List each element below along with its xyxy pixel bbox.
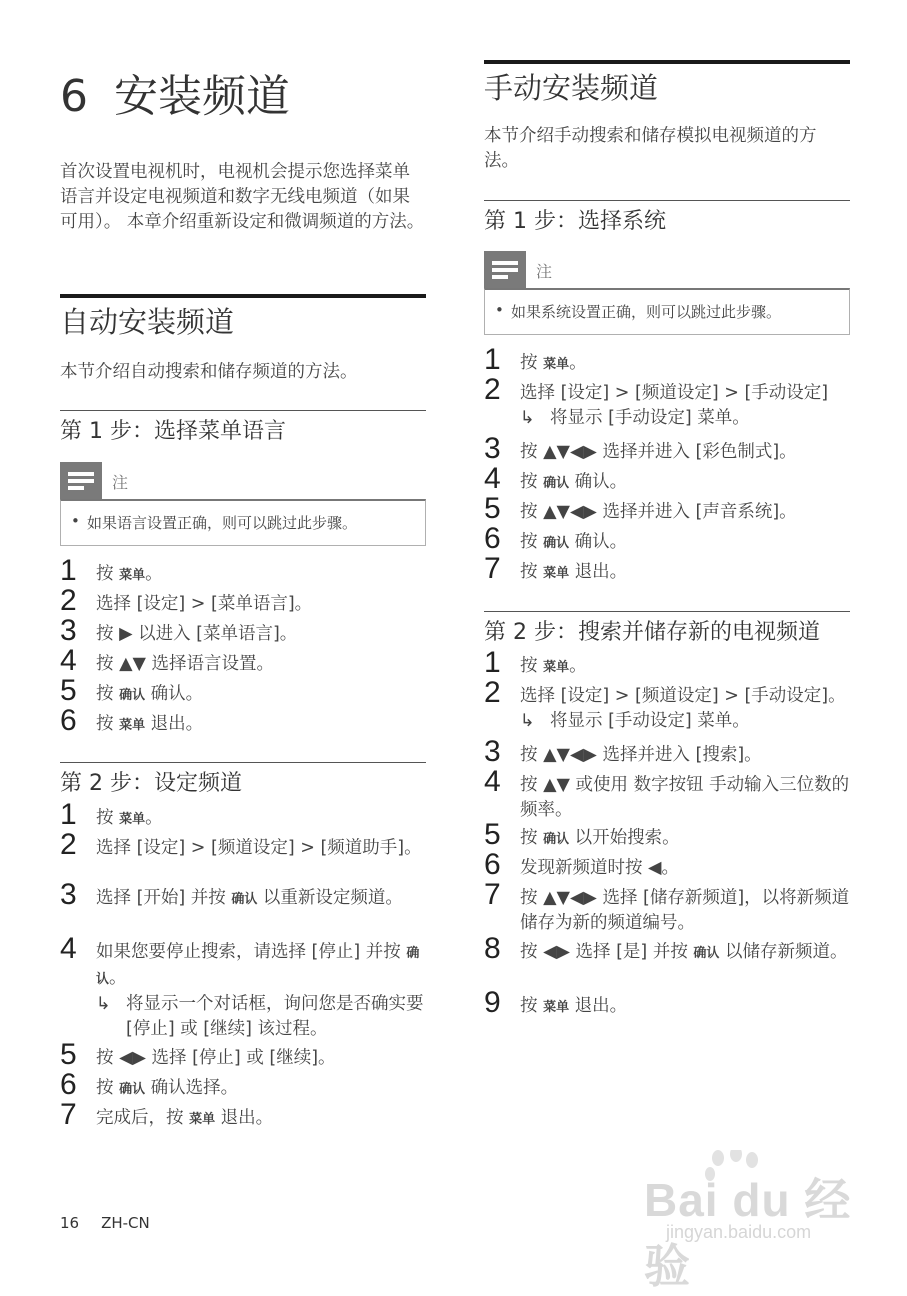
key-label: 菜单: [543, 1000, 570, 1015]
step-text: [96, 1076, 426, 1102]
step-result: [96, 992, 126, 1017]
key-label: 确认: [119, 688, 146, 703]
page-number: 16: [60, 1214, 80, 1232]
chapter-intro: 首次设置电视机时，电视机会提示您选择菜单语言并设定电视频道和数字无线电频道（如果可用）。 本章介绍重新设定和微调频道的方法。: [60, 162, 425, 232]
step-text-part: 。: [145, 808, 163, 828]
step-number: 3: [484, 432, 501, 465]
step-text-part: 按: [96, 714, 120, 734]
key-label: 确认: [543, 476, 570, 491]
step-number: 4: [60, 932, 77, 965]
step-text-part: 发现新频道时按 ◀。: [520, 858, 680, 878]
section-divider: [484, 60, 850, 64]
key-label: 确认: [96, 946, 420, 987]
note-label: 注: [536, 262, 553, 281]
manual-section-desc: 本节介绍手动搜索和储存模拟电视频道的方法。: [484, 126, 817, 171]
step-text-part: 按: [520, 353, 544, 373]
step-text-part: 按 ▲▼◀▶ 选择并进入 [彩色制式]。: [520, 442, 797, 462]
step-result-text: 将显示一个对话框，询问您是否确实要 [停止] 或 [继续] 该过程。: [126, 994, 424, 1039]
step-text: [520, 684, 850, 709]
note-box: [60, 499, 426, 546]
step-text: [96, 682, 426, 708]
watermark-url: jingyan.baidu.com: [666, 1222, 812, 1242]
watermark-logo: [640, 1150, 855, 1292]
step-text-part: 按 ▲▼ 或使用 数字按钮 手动输入三位数的频率。: [520, 775, 850, 820]
step-number: 1: [60, 554, 77, 587]
auto-section-title: 自动安装频道: [60, 305, 235, 339]
step-number: 1: [60, 798, 77, 831]
step-text-part: 以重新设定频道。: [257, 888, 403, 908]
step-number: 9: [484, 986, 501, 1019]
step-text-part: 确认。: [145, 684, 204, 704]
step-number: 6: [484, 848, 501, 881]
step-number: 4: [484, 765, 501, 798]
step-number: 2: [60, 828, 77, 861]
step-number: 2: [484, 676, 501, 709]
note-text: 如果语言设置正确，则可以跳过此步骤。: [87, 514, 358, 532]
key-label: 确认: [231, 892, 258, 907]
step-text-part: 按 ◀▶ 选择 [停止] 或 [继续]。: [96, 1048, 336, 1068]
bullet-icon: •: [495, 301, 504, 319]
step-text: [520, 500, 850, 525]
step-text-part: 按 ◀▶ 选择 [是] 并按: [520, 942, 694, 962]
step-text-part: 按 ▲▼◀▶ 选择 [储存新频道]，以将新频道储存为新的频道编号。: [520, 888, 850, 933]
language-code: ZH-CN: [101, 1214, 150, 1232]
step-number: 5: [60, 1038, 77, 1071]
note-label: 注: [112, 473, 129, 492]
step-text: [520, 940, 850, 966]
step-text: [520, 773, 850, 823]
chapter-title-text: 安装频道: [114, 71, 290, 122]
step-text-part: 选择 [设定] > [菜单语言]。: [96, 594, 313, 614]
step-text-part: 完成后，按: [96, 1108, 190, 1128]
step-text-part: 按: [520, 656, 544, 676]
step-number: 5: [60, 674, 77, 707]
key-label: 菜单: [189, 1112, 216, 1127]
step-number: 6: [60, 704, 77, 737]
step-number: 4: [60, 644, 77, 677]
manual-section-title: 手动安装频道: [484, 71, 659, 105]
step-text-part: 确认。: [569, 472, 628, 492]
key-label: 确认: [543, 832, 570, 847]
step-text-part: 选择 [开始] 并按: [96, 888, 232, 908]
step-text: [96, 1046, 426, 1071]
step-number: 7: [60, 1098, 77, 1131]
step-text-part: 确认选择。: [145, 1078, 239, 1098]
page-footer: [60, 1214, 172, 1232]
key-label: 确认: [693, 946, 720, 961]
result-arrow-icon: ↳: [520, 408, 535, 428]
step-text-part: 按: [520, 532, 544, 552]
step-number: 8: [484, 932, 501, 965]
chapter-title: [60, 60, 290, 124]
step-result-text: 将显示 [手动设定] 菜单。: [550, 711, 750, 731]
step-text: [520, 743, 850, 768]
auto-step1-title: 第 1 步：选择菜单语言: [60, 419, 286, 444]
step-text-part: 选择 [设定] > [频道设定] > [手动设定]: [520, 383, 829, 403]
step-divider: [484, 200, 850, 201]
step-text: [520, 351, 850, 377]
step-number: 1: [484, 646, 501, 679]
section-divider: [60, 294, 426, 298]
step-text: [520, 470, 850, 496]
note-text: 如果系统设置正确，则可以跳过此步骤。: [511, 303, 782, 321]
step-result: [520, 406, 550, 431]
step-number: 3: [60, 878, 77, 911]
step-text: [96, 806, 426, 832]
step-number: 5: [484, 492, 501, 525]
step-number: 5: [484, 818, 501, 851]
auto-step2-title: 第 2 步：设定频道: [60, 771, 242, 796]
step-divider: [484, 611, 850, 612]
key-label: 菜单: [543, 660, 570, 675]
step-text-part: 按 ▲▼◀▶ 选择并进入 [声音系统]。: [520, 502, 797, 522]
step-text: [96, 836, 426, 861]
step-text: [520, 856, 850, 881]
note-header: [60, 462, 426, 500]
step-text-part: 。: [109, 968, 127, 988]
step-text: [520, 381, 850, 406]
key-label: 确认: [119, 1082, 146, 1097]
step-text: [96, 622, 426, 647]
step-text: [96, 652, 426, 677]
watermark-brand: Bai du 经验: [644, 1174, 852, 1292]
key-label: 菜单: [119, 568, 146, 583]
step-number: 6: [484, 522, 501, 555]
step-number: 4: [484, 462, 501, 495]
step-number: 2: [484, 373, 501, 406]
step-text-part: 以储存新频道。: [719, 942, 848, 962]
step-result-text: 将显示 [手动设定] 菜单。: [550, 408, 750, 428]
step-text-part: 按 ▲▼ 选择语言设置。: [96, 654, 275, 674]
step-number: 1: [484, 343, 501, 376]
manual-step1-title: 第 1 步：选择系统: [484, 209, 666, 234]
step-text: [520, 886, 850, 936]
step-text-part: 按: [96, 1078, 120, 1098]
step-text-part: 选择 [设定] > [频道设定] > [频道助手]。: [96, 838, 422, 858]
step-text-part: 按: [520, 562, 544, 582]
step-text-part: 按: [96, 684, 120, 704]
key-label: 菜单: [119, 718, 146, 733]
step-number: 6: [60, 1068, 77, 1101]
result-arrow-icon: ↳: [96, 994, 111, 1014]
step-text-part: 如果您要停止搜索，请选择 [停止] 并按: [96, 942, 407, 962]
step-text: [96, 940, 426, 992]
step-text-part: 按: [520, 472, 544, 492]
step-text: [96, 886, 426, 912]
step-number: 7: [484, 552, 501, 585]
note-icon: [484, 251, 526, 289]
step-number: 3: [60, 614, 77, 647]
result-arrow-icon: ↳: [520, 711, 535, 731]
step-text-part: 退出。: [145, 714, 204, 734]
step-text-part: 按: [520, 996, 544, 1016]
step-text-part: 以开始搜索。: [569, 828, 680, 848]
step-text: [520, 530, 850, 556]
step-text-part: 。: [569, 656, 587, 676]
step-divider: [60, 410, 426, 411]
step-text-part: 按 ▲▼◀▶ 选择并进入 [搜索]。: [520, 745, 762, 765]
key-label: 菜单: [119, 812, 146, 827]
step-text-part: 。: [569, 353, 587, 373]
step-number: 2: [60, 584, 77, 617]
step-text-part: 退出。: [215, 1108, 274, 1128]
step-number: 3: [484, 735, 501, 768]
step-text-part: 按 ▶ 以进入 [菜单语言]。: [96, 624, 298, 644]
step-text-part: 。: [145, 564, 163, 584]
step-text: [520, 654, 850, 680]
step-text: [96, 562, 426, 588]
step-text: [96, 712, 426, 738]
step-text-part: 确认。: [569, 532, 628, 552]
key-label: 菜单: [543, 357, 570, 372]
step-text: [96, 592, 426, 617]
step-text: [520, 994, 850, 1020]
step-text: [96, 1106, 426, 1132]
note-header: [484, 251, 850, 289]
step-text-part: 按: [96, 808, 120, 828]
chapter-number: 6: [60, 71, 88, 122]
step-text: [520, 440, 850, 465]
key-label: 菜单: [543, 566, 570, 581]
auto-section-desc: 本节介绍自动搜索和储存频道的方法。: [60, 362, 358, 382]
note-box: [484, 288, 850, 335]
bullet-icon: •: [71, 512, 80, 530]
step-text-part: 按: [520, 828, 544, 848]
step-text: [520, 826, 850, 852]
step-divider: [60, 762, 426, 763]
step-text-part: 退出。: [569, 996, 628, 1016]
step-result: [520, 709, 550, 734]
step-text-part: 按: [96, 564, 120, 584]
note-icon: [60, 462, 102, 500]
key-label: 确认: [543, 536, 570, 551]
manual-step2-title: 第 2 步：搜索并储存新的电视频道: [484, 620, 820, 645]
step-number: 7: [484, 878, 501, 911]
step-text-part: 选择 [设定] > [频道设定] > [手动设定]。: [520, 686, 846, 706]
step-text-part: 退出。: [569, 562, 628, 582]
step-text: [520, 560, 850, 586]
